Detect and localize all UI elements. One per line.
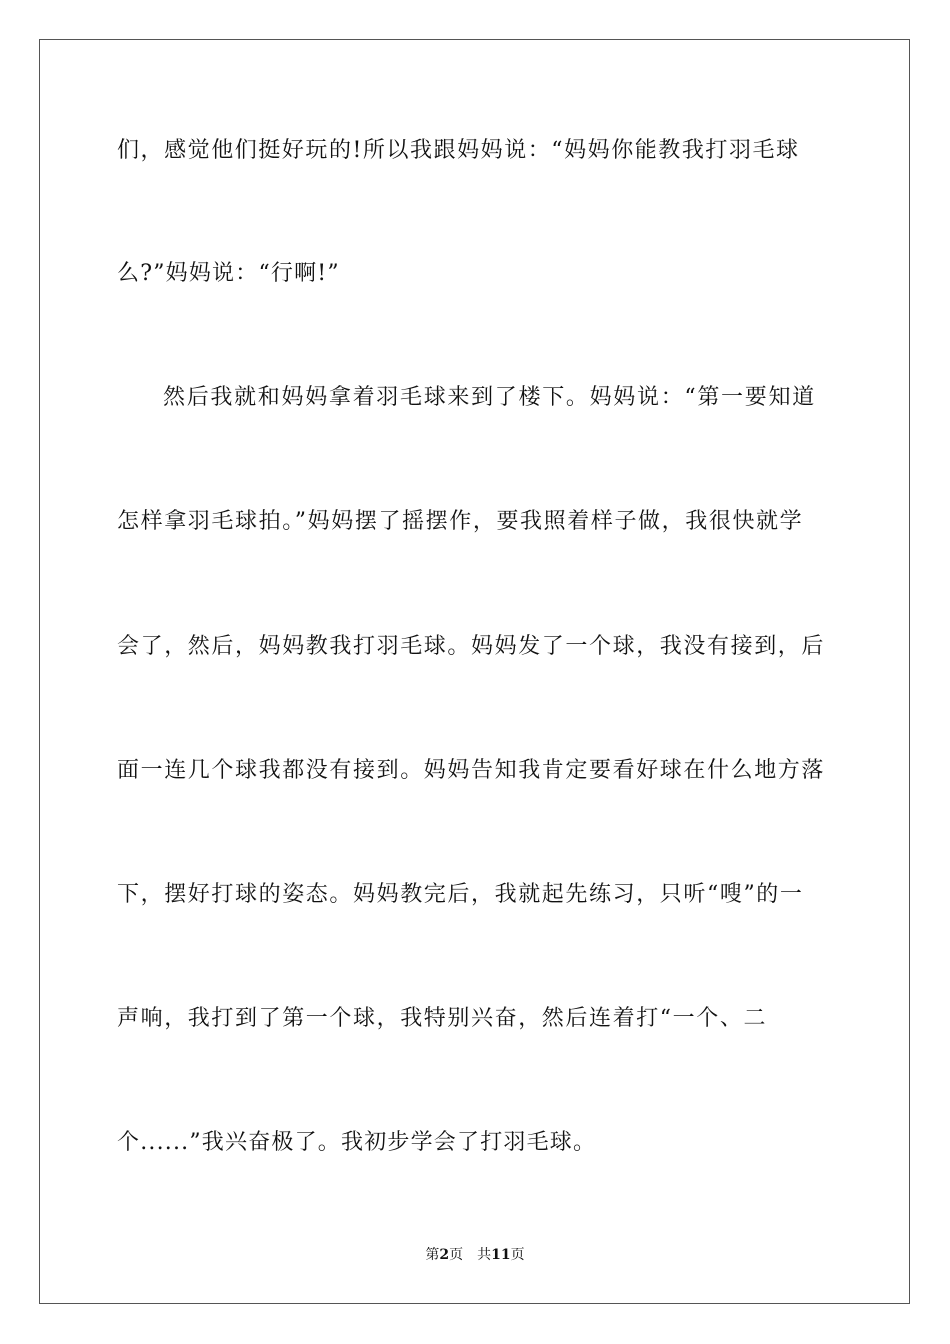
total-pages: 11 — [491, 1247, 511, 1263]
text-line-6: 面一连几个球我都没有接到。妈妈告知我肯定要看好球在什么地方落 — [117, 758, 826, 783]
text-line-1: 们，感觉他们挺好玩的!所以我跟妈妈说：“妈妈你能教我打羽毛球 — [117, 138, 800, 163]
text-line-9: 个......”我兴奋极了。我初步学会了打羽毛球。 — [117, 1130, 597, 1155]
total-suffix: 页 — [510, 1247, 525, 1263]
page-prefix: 第 — [425, 1247, 440, 1263]
total-prefix: 共 — [477, 1247, 492, 1263]
page-footer — [0, 1246, 950, 1264]
page-suffix: 页 — [449, 1247, 464, 1263]
page-frame — [39, 39, 910, 1304]
text-line-4: 怎样拿羽毛球拍。”妈妈摆了摇摆作，要我照着样子做，我很快就学 — [117, 509, 804, 534]
text-line-5: 会了，然后，妈妈教我打羽毛球。妈妈发了一个球，我没有接到，后 — [117, 634, 826, 659]
text-line-2: 么?”妈妈说：“行啊!” — [117, 261, 340, 286]
text-line-3: 然后我就和妈妈拿着羽毛球来到了楼下。妈妈说：“第一要知道 — [163, 385, 816, 410]
page-number: 2 — [439, 1247, 450, 1263]
text-line-8: 声响，我打到了第一个球，我特别兴奋，然后连着打“一个、二 — [117, 1006, 768, 1031]
text-line-7: 下，摆好打球的姿态。妈妈教完后，我就起先练习，只听“嗖”的一 — [117, 882, 804, 907]
